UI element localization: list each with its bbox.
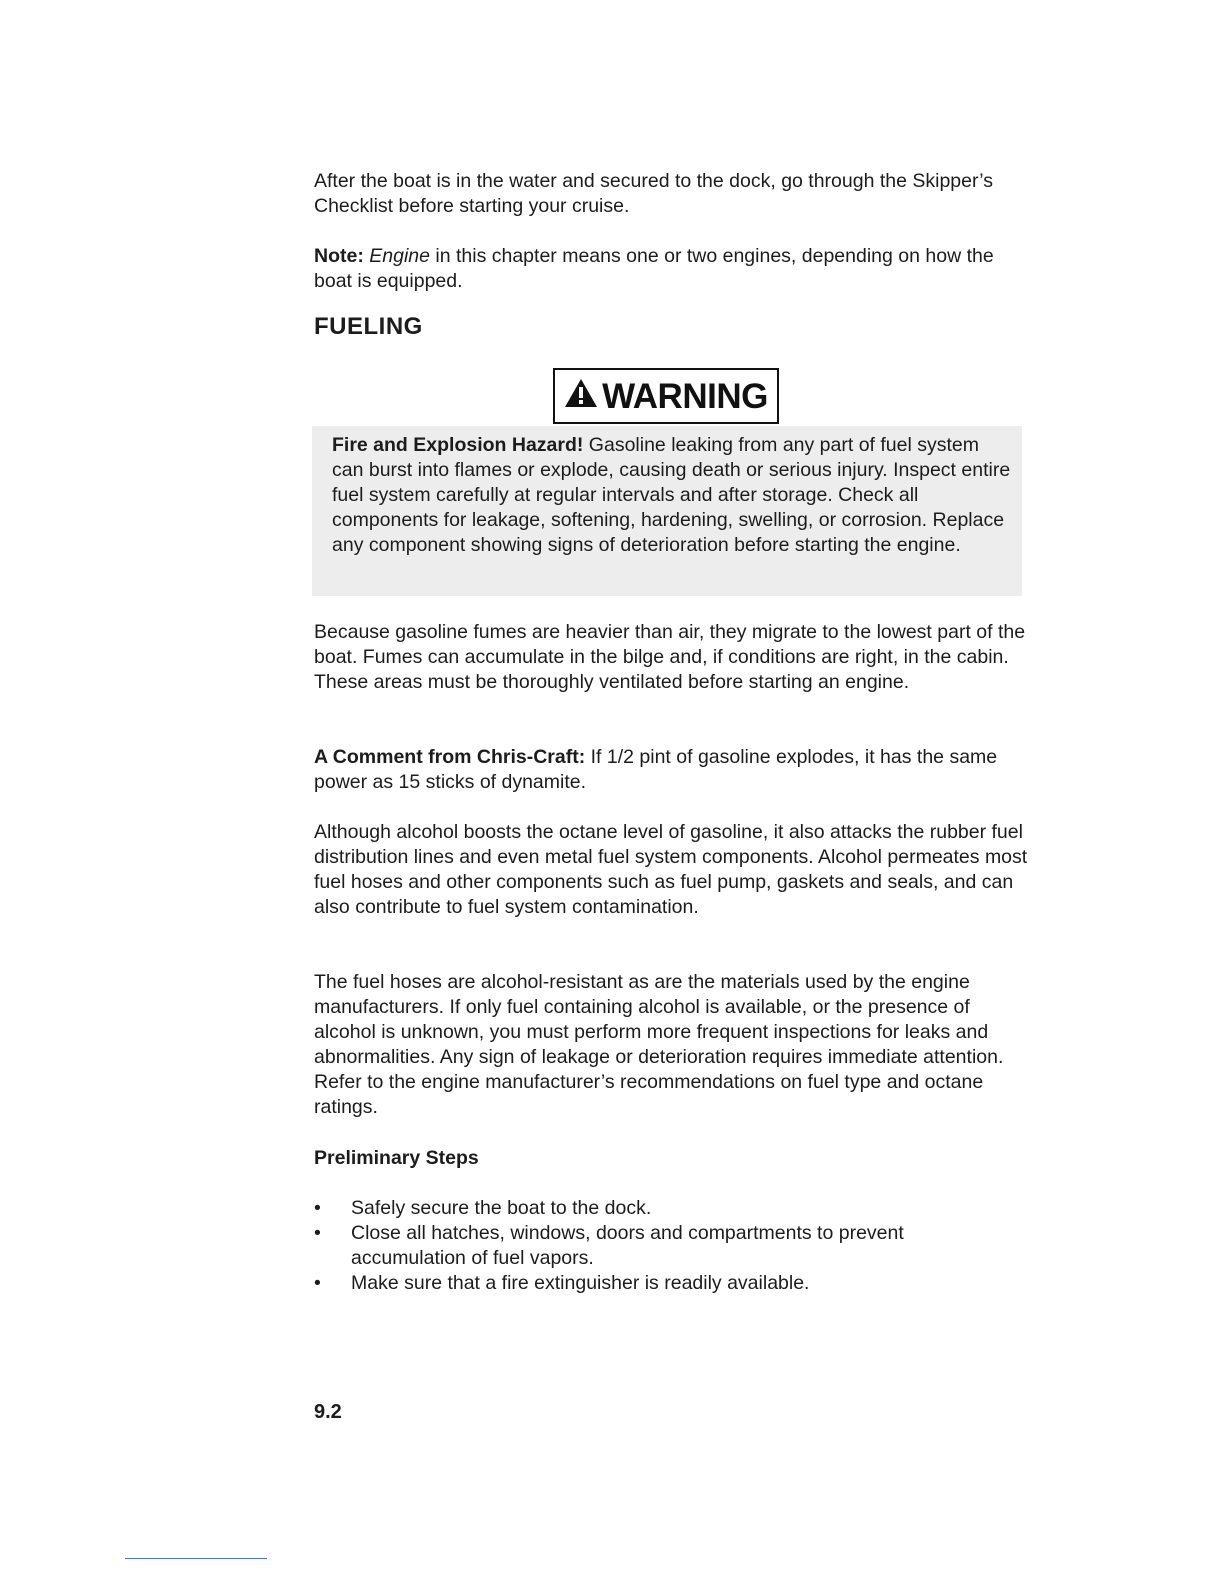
- warning-lead: Fire and Explosion Hazard!: [332, 434, 584, 456]
- intro-paragraph: After the boat is in the water and secured to the dock, go through the Skipper’s Checklist before starting your cruise.: [314, 170, 993, 217]
- bullet: •: [314, 1272, 321, 1294]
- note-paragraph: [314, 244, 1034, 294]
- comment-paragraph: [314, 745, 1034, 795]
- footer-rule: [125, 1558, 267, 1559]
- alcohol-paragraph: Although alcohol boosts the octane level of gasoline, it also attacks the rubber fuel distribution lines and even metal fuel system components. Alcohol permeates most fuel hoses and other components such as fuel pump, gaskets and seals, and can also contribute to fuel system contamination.: [314, 821, 1028, 918]
- note-term: Engine: [369, 245, 430, 267]
- bullet: •: [314, 1222, 321, 1244]
- list-item: • Make sure that a fire extinguisher is readily available.: [314, 1272, 810, 1294]
- preliminary-heading: Preliminary Steps: [314, 1147, 479, 1169]
- preliminary-list: [314, 1196, 1014, 1296]
- list-item: • Close all hatches, windows, doors and compartments to prevent accumulation of fuel vapors.: [314, 1222, 904, 1269]
- warning-label: [553, 368, 779, 424]
- section-heading: FUELING: [314, 313, 423, 340]
- hoses-paragraph: The fuel hoses are alcohol-resistant as are the materials used by the engine manufacturers. If only fuel containing alcohol is available, or the presence of alcohol is unknown, you must perform more frequent inspections for leaks and abnormalities. Any sign of leakage or deterioration requires immediate attention. Refer to the engine manufacturer’s recommendations on fuel type and octane ratings.: [314, 971, 1004, 1118]
- warning-body: [332, 433, 1012, 558]
- warning-triangle-icon: [564, 378, 598, 415]
- page-number: 9.2: [314, 1401, 342, 1423]
- warning-text: Gasoline leaking from any part of fuel system can burst into flames or explode, causing death or serious injury. Inspect entire fuel system carefully at regular intervals and after storage. Check all components for leakage, softening, hardening, swelling, or corrosion. Replace any component showing signs of deterioration before starting the engine.: [332, 434, 1011, 556]
- warning-label-text: WARNING: [602, 376, 768, 416]
- comment-text: If 1/2 pint of gasoline explodes, it has the same power as 15 sticks of dynamite.: [314, 746, 998, 793]
- bullet: •: [314, 1197, 321, 1219]
- list-item: • Safely secure the boat to the dock.: [314, 1197, 652, 1219]
- note-label: Note:: [314, 245, 364, 267]
- comment-label: A Comment from Chris-Craft:: [314, 746, 586, 768]
- fumes-paragraph: Because gasoline fumes are heavier than air, they migrate to the lowest part of the boat. Fumes can accumulate in the bilge and, if conditions are right, in the cabin. These areas must be thoroughly ventilated before starting an engine.: [314, 621, 1026, 693]
- note-text: in this chapter means one or two engines, depending on how the boat is equipped.: [314, 245, 994, 292]
